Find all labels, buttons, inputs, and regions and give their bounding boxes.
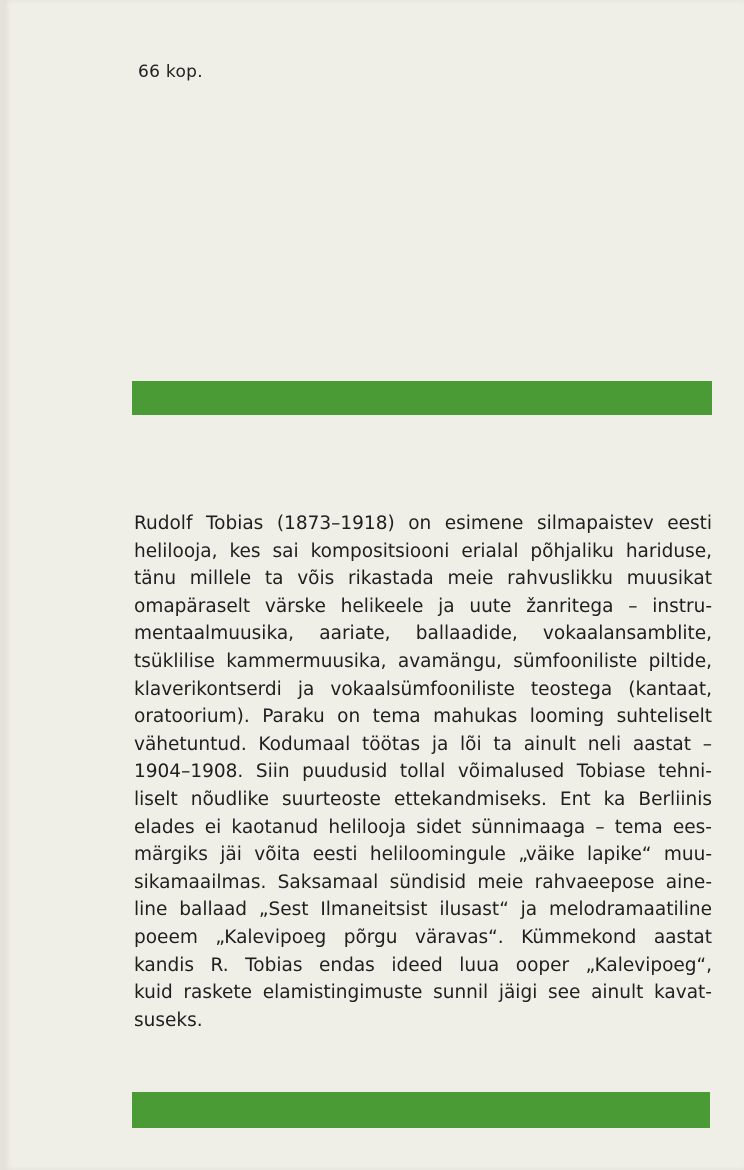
- book-back-cover: [4, 0, 744, 1170]
- description-line: oratoorium). Paraku on tema mahukas looming suhteliselt: [134, 706, 712, 728]
- description-line: klaverikontserdi ja vokaalsümfooniliste teostega (kantaat,: [134, 678, 712, 700]
- description-line: omapäraselt värske helikeele ja uute žanritega – instru-: [134, 595, 712, 617]
- description-line: tänu millele ta võis rikastada meie rahvuslikku muusikat: [134, 568, 712, 590]
- description-line: liselt nõudlike suurteoste ettekandmiseks. Ent ka Berliinis: [134, 788, 712, 810]
- description-line: vähetuntud. Kodumaal töötas ja lõi ta ainult neli aastat –: [134, 733, 712, 755]
- description-line: mentaalmuusika, aariate, ballaadide, vokaalansamblite,: [134, 623, 712, 645]
- description-line: line ballaad „Sest Ilmaneitsist ilusast“ ja melodramaatiline: [134, 899, 712, 921]
- description-line: elades ei kaotanud helilooja sidet sünnimaaga – tema ees-: [134, 816, 712, 838]
- description-line: kuid raskete elamistingimuste sunnil jäigi see ainult kavat-: [134, 982, 712, 1004]
- description-text: [134, 510, 712, 1034]
- green-band-bottom: [132, 1092, 710, 1128]
- price-label: 66 kop.: [138, 62, 203, 82]
- description-line: sikamaailmas. Saksamaal sündisid meie rahvaeepose aine-: [134, 871, 712, 893]
- description-line: 1904–1908. Siin puudusid tollal võimalused Tobiase tehni-: [134, 761, 712, 783]
- description-line: kandis R. Tobias endas ideed luua ooper „Kalevipoeg“,: [134, 954, 712, 976]
- description-line: Rudolf Tobias (1873–1918) on esimene silmapaistev eesti: [134, 513, 712, 534]
- description-line: märgiks jäi võita eesti heliloomingule „väike lapike“ muu-: [134, 844, 712, 866]
- description-line: helilooja, kes sai kompositsiooni erialal põhjaliku hariduse,: [134, 540, 712, 562]
- description-line: poeem „Kalevipoeg põrgu väravas“. Kümmekond aastat: [134, 926, 712, 948]
- description-line: tsüklilise kammermuusika, avamängu, sümfooniliste piltide,: [134, 650, 712, 672]
- green-band-top: [132, 381, 712, 415]
- description-line: suseks.: [134, 1009, 203, 1031]
